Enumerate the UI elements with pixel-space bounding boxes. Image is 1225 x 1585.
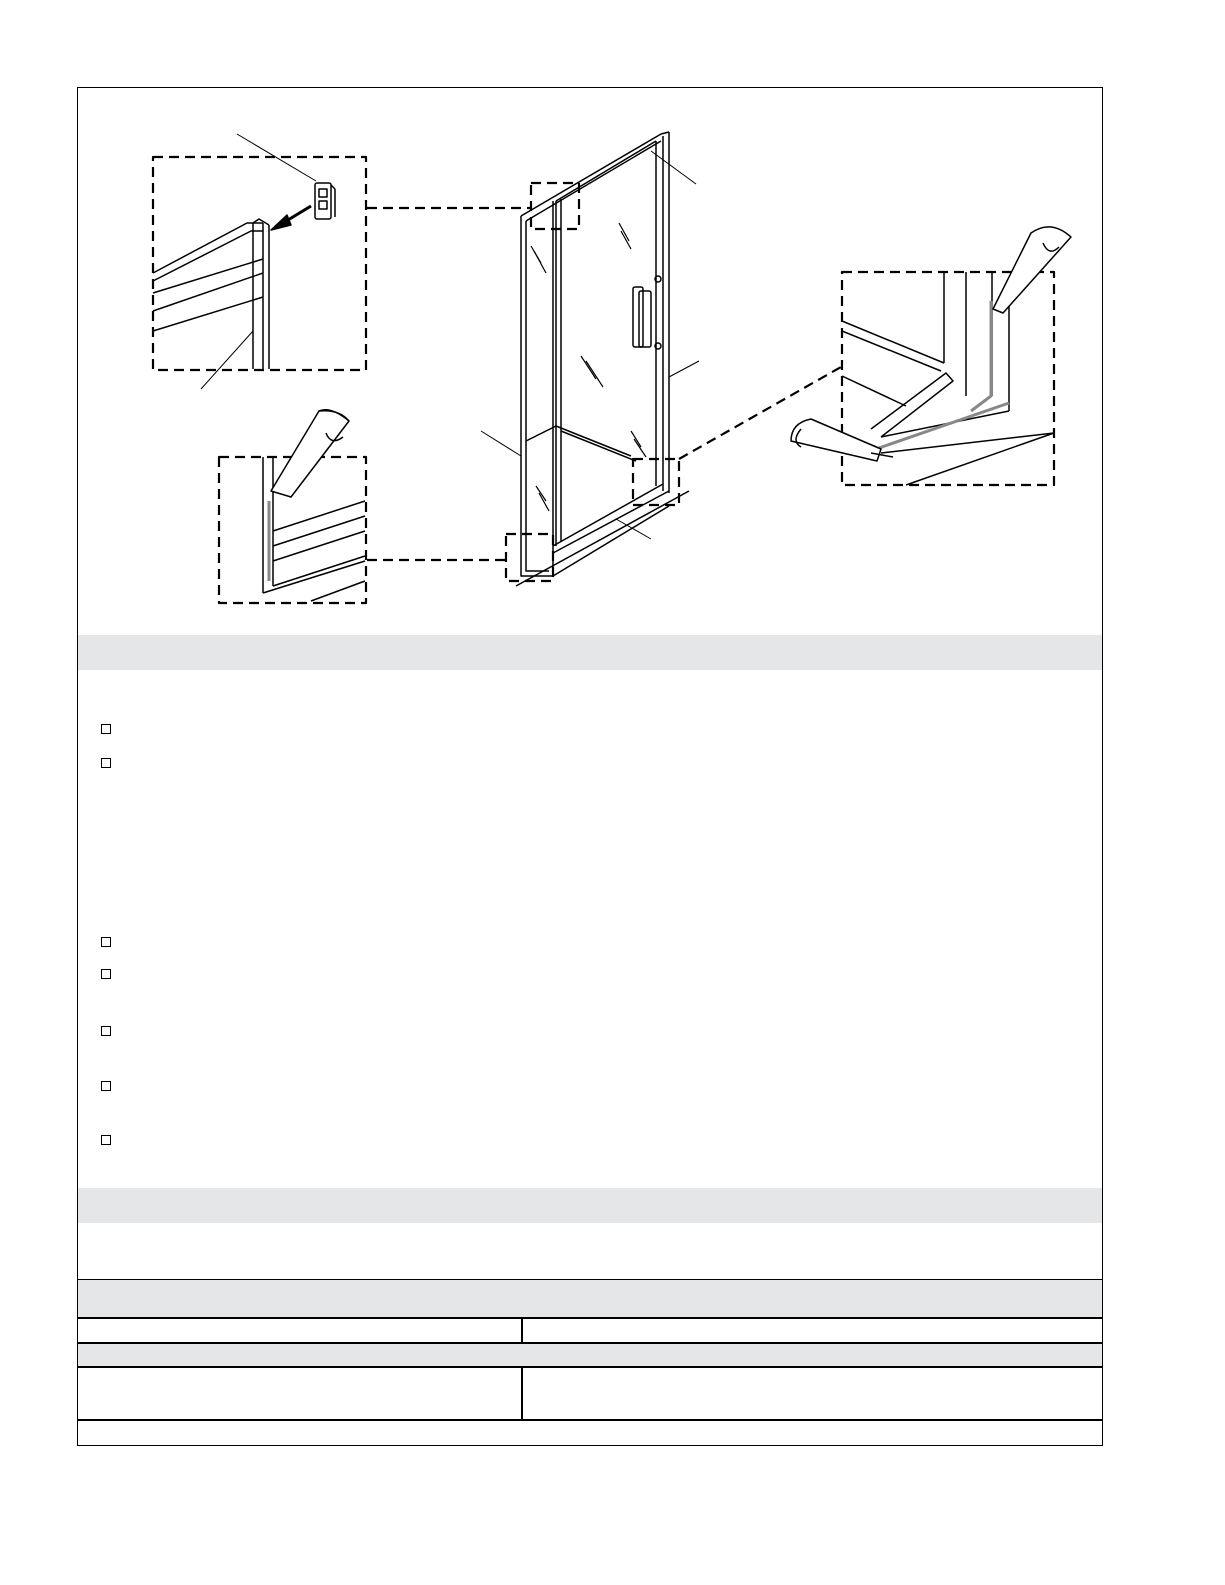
table-subheader bbox=[78, 1344, 1102, 1366]
bottom-left-caulk-detail-callout bbox=[219, 410, 366, 603]
table-rule bbox=[78, 1317, 1102, 1319]
end-cap-icon bbox=[315, 183, 335, 219]
table-divider bbox=[521, 1367, 523, 1419]
section-heading-bar-3 bbox=[78, 1280, 1102, 1317]
checkbox[interactable] bbox=[101, 1026, 111, 1036]
checkbox[interactable] bbox=[101, 937, 111, 947]
table-rule bbox=[78, 1366, 1102, 1368]
checkbox[interactable] bbox=[101, 724, 111, 734]
checkbox[interactable] bbox=[101, 1135, 111, 1145]
shower-door-illustration bbox=[78, 88, 1102, 636]
checkbox[interactable] bbox=[101, 969, 111, 979]
bottom-right-caulk-detail-callout bbox=[791, 227, 1071, 485]
checkbox[interactable] bbox=[101, 1081, 111, 1091]
section-heading-bar-1 bbox=[78, 635, 1102, 670]
door-assembly bbox=[481, 132, 699, 586]
section-heading-3 bbox=[78, 1280, 1102, 1296]
top-cap-detail-callout bbox=[153, 134, 366, 389]
document-frame bbox=[77, 87, 1103, 1446]
caulk-tube-icon bbox=[993, 227, 1071, 313]
checkbox[interactable] bbox=[101, 758, 111, 768]
table-rule bbox=[78, 1419, 1102, 1421]
arrow-icon bbox=[271, 206, 311, 230]
table-divider bbox=[521, 1318, 523, 1343]
section-heading-bar-2 bbox=[78, 1188, 1102, 1223]
caulk-tube-icon bbox=[271, 410, 349, 497]
section-heading-2 bbox=[78, 1188, 1102, 1204]
table-subheader-label bbox=[78, 1344, 1102, 1350]
section-heading-1 bbox=[78, 635, 1102, 651]
